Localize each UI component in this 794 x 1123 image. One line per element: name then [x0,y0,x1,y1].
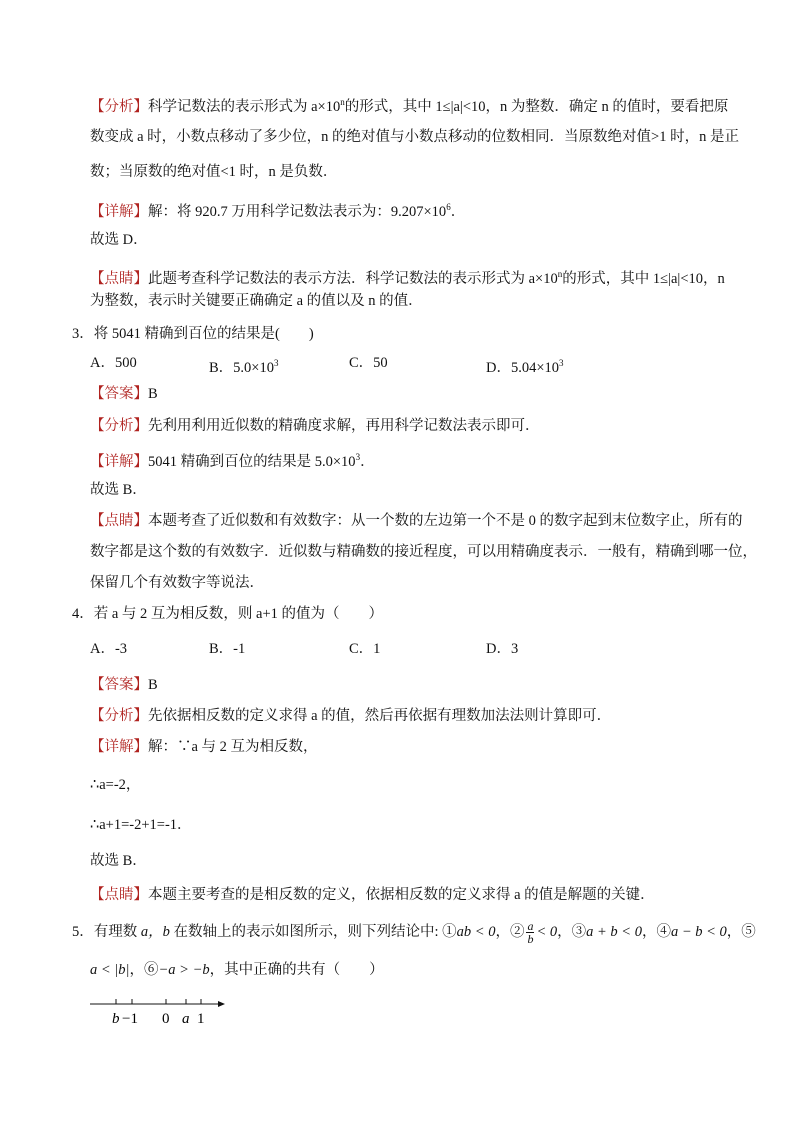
label-0: 0 [162,1011,170,1027]
question-5-line-2: a < |b|，⑥−a > −b，其中正确的共有（ ） [90,962,384,978]
detail-line: 【详解】解：将 920.7 万用科学记数法表示为：$9.207\times 10^6$． [90,202,466,220]
conclusion-4: a − b < 0 [670,923,727,940]
q4-answer-line: 【答案】B [90,677,158,693]
comment-tag: 【点睛】 [90,271,148,287]
conclusion-5: a < |b| [90,962,130,978]
conclusion-1: ab < 0 [456,923,496,940]
q4-choose-line: 故选 B． [90,853,147,869]
fraction-a-over-b: $\frac{a}{b}$ [527,919,534,946]
q4-option-b[interactable]: B．-1 [209,641,246,657]
comment-line-1: 【点睛】此题考查科学记数法的表示方法．科学记数法的表示形式为 $a\times 10^n$的形式，其中 1≤|a|<10，n [90,269,725,287]
number-line-arrow [218,1001,225,1007]
label-a: a [182,1011,190,1027]
q4-step-2: ∴a+1=-2+1=-1． [90,817,192,833]
q3-comment-line-1: 【点睛】本题考查了近似数和有效数字：从一个数的左边第一个不是 0 的数字起到末位数字止，所有的 [90,513,743,529]
question-4-stem: 4．若 a 与 2 互为相反数，则 a+1 的值为（ ） [72,606,384,622]
label-1: 1 [197,1011,205,1027]
analysis-line-1: 【分析】科学记数法的表示形式为 $a\times 10^n$的形式，其中 1≤|a|<10，n 为整数．确定 n 的值时，要看把原 [90,97,729,115]
q4-option-d[interactable]: D．3 [486,641,519,657]
comment-line-2: 为整数，表示时关键要正确确定 a 的值以及 n 的值． [90,293,423,309]
q3-choose-line: 故选 B． [90,482,147,498]
question-5-stem: 5．有理数 a，b 在数轴上的表示如图所示，则下列结论中: ①ab < 0，② $\frac{a}{b}$ < 0，③a + b < 0，④a − b < 0，⑤ [72,919,756,946]
question-3-stem: 3．将 5041 精确到百位的结果是( ) [72,326,314,342]
q3-comment-line-2: 数字都是这个数的有效数字．近似数与精确数的接近程度，可以用精确度表示．一般有，精确到哪一位， [90,544,757,560]
q3-answer-line: 【答案】B [90,386,158,402]
conclusion-3: a + b < 0 [586,923,642,940]
q4-step-1: ∴a=-2， [90,777,141,793]
q3-analysis-line: 【分析】先利用利用近似数的精确度求解，再用科学记数法表示即可． [90,418,540,434]
detail-tag: 【详解】 [90,204,148,220]
analysis-line-3: 数；当原数的绝对值<1 时，n 是负数． [90,164,338,180]
q3-option-b[interactable]: B．$5.0\times 10^3$ [209,358,279,376]
choose-line: 故选 D． [90,232,148,248]
analysis-tag: 【分析】 [90,99,148,115]
q3-option-a[interactable]: A．500 [90,355,137,371]
conclusion-6: −a > −b [158,962,210,978]
q4-analysis-line: 【分析】先依据相反数的定义求得 a 的值，然后再依据有理数加法法则计算即可． [90,708,612,724]
label-b: b [112,1011,120,1027]
analysis-line-2: 数变成 a 时，小数点移动了多少位，n 的绝对值与小数点移动的位数相同．当原数绝对值>1 时，n 是正 [90,129,739,145]
q3-option-c[interactable]: C．50 [349,355,388,371]
q4-detail-line: 【详解】解：∵a 与 2 互为相反数， [90,739,318,755]
label-minus-1: −1 [122,1011,138,1027]
q4-comment-line: 【点睛】本题主要考查的是相反数的定义，依据相反数的定义求得 a 的值是解题的关键． [90,887,655,903]
q3-option-d[interactable]: D．$5.04\times 10^3$ [486,358,564,376]
q3-comment-line-3: 保留几个有效数字等说法． [90,575,264,591]
number-line-diagram [88,994,228,1028]
q4-option-a[interactable]: A．-3 [90,641,128,657]
q3-detail-line: 【详解】5041 精确到百位的结果是 $5.0\times 10^3$． [90,452,375,470]
q4-option-c[interactable]: C．1 [349,641,381,657]
